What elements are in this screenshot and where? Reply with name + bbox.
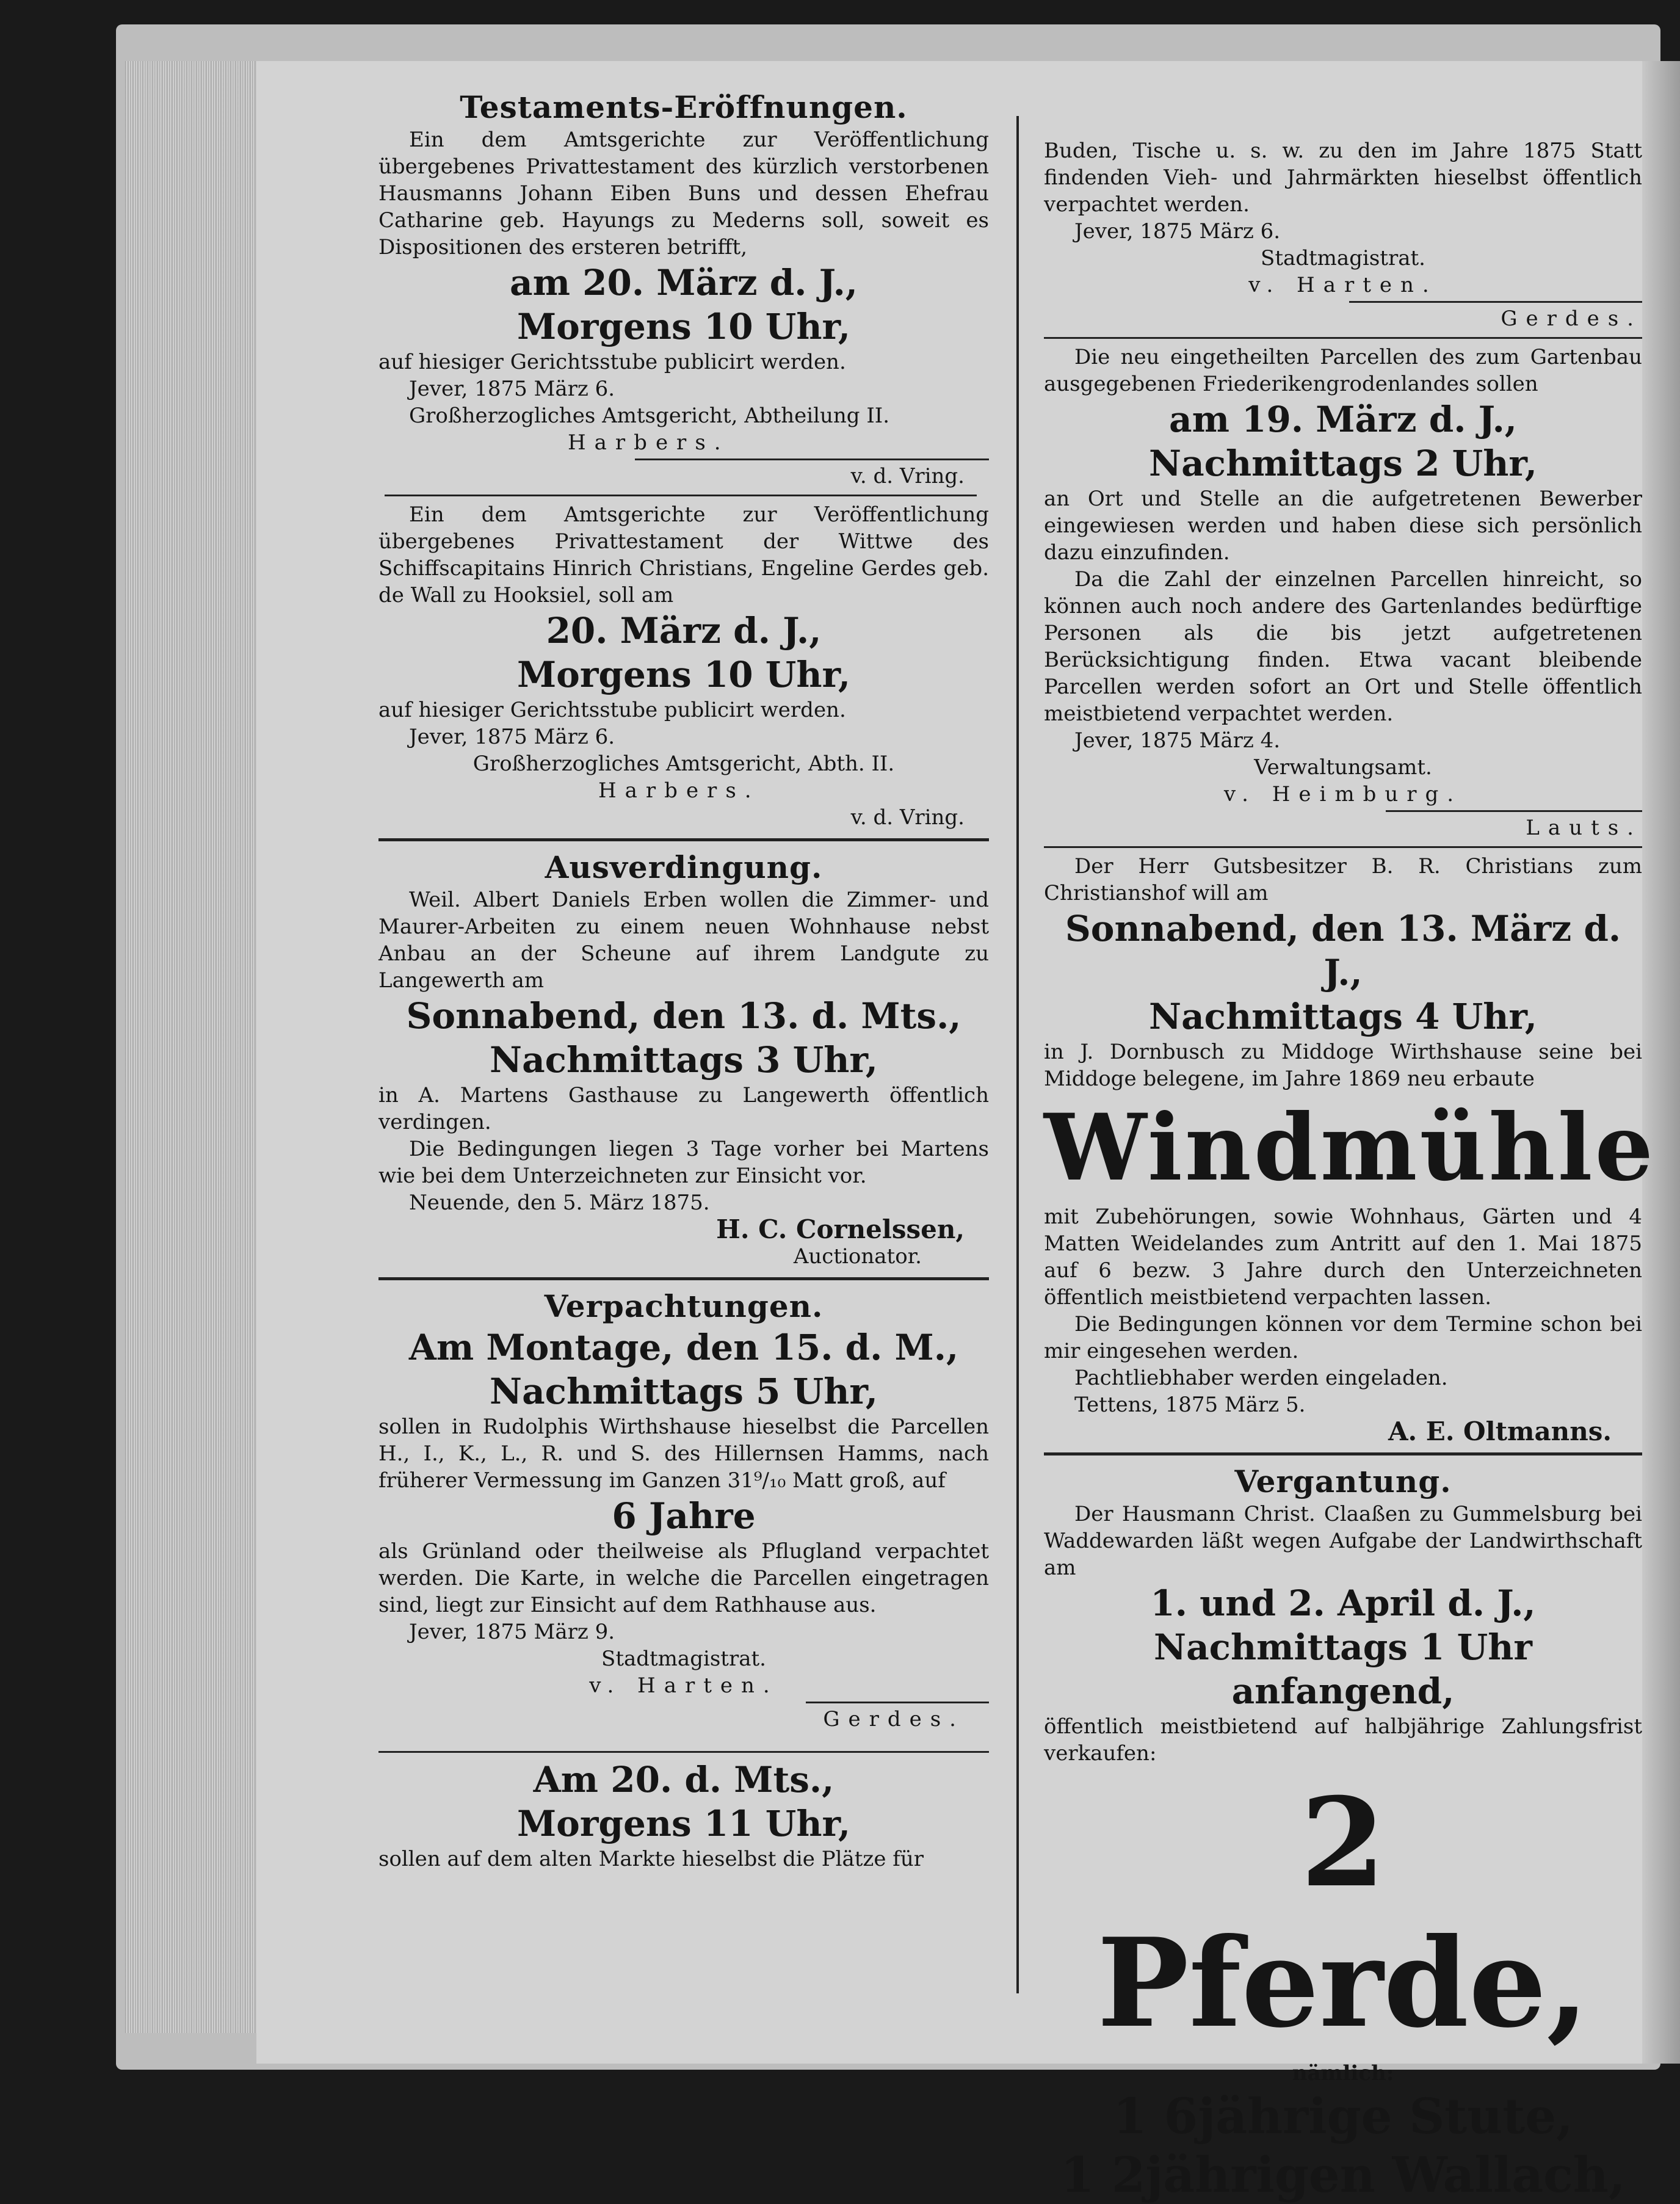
- notice-separator: [1044, 846, 1642, 848]
- verpachtungen-time: Nachmittags 5 Uhr,: [490, 1371, 878, 1412]
- garten-signature: v. Heimburg.: [1223, 782, 1463, 807]
- column-divider: [1016, 116, 1019, 1993]
- signature-rule: [1349, 301, 1642, 303]
- section-separator: [1044, 1452, 1642, 1455]
- muehle-invite: Pachtliebhaber werden eingeladen.: [1074, 1366, 1448, 1390]
- signature-rule: [635, 459, 989, 460]
- ausverdingung-signature: H. C. Cornelssen,: [716, 1214, 965, 1244]
- testament-heading: Testaments-Eröffnungen.: [460, 89, 908, 125]
- testament-2-clerk: v. d. Vring.: [850, 805, 965, 830]
- vergantung-time: Nachmittags 1 Uhr anfangend,: [1154, 1626, 1532, 1712]
- verpachtungen-text: sollen in Rudolphis Wirthshause hieselbst die Parcellen H., I., K., L., R. und S. des Hillernsen Hamms, nach früherer Vermessung im Ganzen 31⁹/₁₀ Matt groß, auf: [378, 1415, 989, 1493]
- muehle-signature: A. E. Oltmanns.: [1388, 1416, 1612, 1446]
- ausverdingung-conditions: Die Bedingungen liegen 3 Tage vorher bei Martens wie bei dem Unterzeichneten zur Einsicht vor.: [378, 1137, 989, 1188]
- ausverdingung-heading: Ausverdingung.: [545, 849, 823, 885]
- markt-clerk: Gerdes.: [1501, 306, 1642, 331]
- garten-time: Nachmittags 2 Uhr,: [1149, 443, 1537, 484]
- muehle-dateline: Tettens, 1875 März 5.: [1074, 1393, 1306, 1417]
- vergantung-horse-2: 1 2jährigen Wallach,: [1060, 2146, 1626, 2203]
- markt-continuation: Buden, Tische u. s. w. zu den im Jahre 1875 Statt findenden Vieh- und Jahrmärkten hieselbst öffentlich verpachtet werden.: [1044, 139, 1642, 217]
- markt-date: Am 20. d. Mts.,: [533, 1759, 835, 1800]
- ausverdingung-role: Auctionator.: [793, 1244, 922, 1269]
- ausverdingung-dateline: Neuende, den 5. März 1875.: [409, 1191, 710, 1215]
- markt-office: Stadtmagistrat.: [1261, 246, 1425, 270]
- signature-rule: [1386, 810, 1642, 812]
- verpachtungen-date: Am Montage, den 15. d. M.,: [408, 1327, 959, 1368]
- signature-rule: [806, 1702, 989, 1703]
- testament-2-date: 20. März d. J.,: [546, 610, 822, 651]
- muehle-text-2: in J. Dornbusch zu Middoge Wirthshause seine bei Middoge belegene, im Jahre 1869 neu erbaute: [1044, 1040, 1642, 1091]
- vergantung-text-2: öffentlich meistbietend auf halbjährige Zahlungsfrist verkaufen:: [1044, 1714, 1642, 1766]
- garten-office: Verwaltungsamt.: [1254, 755, 1432, 780]
- testament-1-date: am 20. März d. J.,: [510, 262, 858, 303]
- verpachtungen-signature: v. Harten.: [589, 1673, 778, 1698]
- testament-1-dateline: Jever, 1875 März 6.: [409, 377, 615, 401]
- vergantung-heading: Vergantung.: [1234, 1463, 1452, 1499]
- testament-2-text: Ein dem Amtsgerichte zur Veröffentlichung übergebenes Privattestament der Wittwe des Schiffscapitains Hinrich Christians, Engeline Gerdes geb. de Wall zu Hooksiel, soll am: [378, 502, 989, 607]
- testament-2-place: auf hiesiger Gerichtsstube publicirt werden.: [378, 698, 846, 722]
- testament-1-place: auf hiesiger Gerichtsstube publicirt werden.: [378, 350, 846, 374]
- vergantung-date: 1. und 2. April d. J.,: [1150, 1582, 1536, 1624]
- ausverdingung-text: Weil. Albert Daniels Erben wollen die Zimmer- und Maurer-Arbeiten zu einem neuen Wohnhause nebst Anbau an der Scheune auf ihrem Landgute zu Langewerth am: [378, 888, 989, 993]
- muehle-text-3: mit Zubehörungen, sowie Wohnhaus, Gärten und 4 Matten Weidelandes zum Antritt auf den 1. Mai 1875 auf 6 bezw. 3 Jahre durch den Unterzeichneten öffentlich meistbietend verpachten lassen.: [1044, 1205, 1642, 1310]
- testament-2-dateline: Jever, 1875 März 6.: [409, 725, 615, 749]
- garten-text-3: Da die Zahl der einzelnen Parcellen hinreicht, so können auch noch andere des Gartenlandes bedürftige Personen als die bis jetzt aufgetretenen Berücksichtigung finden. Etwa vacant bleibende Parcellen werden sofort an Ort und Stelle öffentlich meistbietend verpachtet werden.: [1044, 567, 1642, 726]
- garten-date: am 19. März d. J.,: [1169, 399, 1517, 440]
- testament-1-signature: Harbers.: [568, 430, 730, 455]
- vergantung-namely: nämlich:: [1292, 2061, 1394, 2086]
- page-edges: [125, 61, 262, 2033]
- testament-2-signature: Harbers.: [598, 778, 760, 803]
- notice-separator: [378, 1751, 989, 1753]
- vergantung-big-title: 2 Pferde,: [1097, 1771, 1589, 2055]
- garten-dateline: Jever, 1875 März 4.: [1074, 728, 1281, 753]
- right-column: [1044, 137, 1656, 2204]
- testament-1-court: Großherzogliches Amtsgericht, Abtheilung II.: [409, 404, 889, 428]
- muehle-conditions: Die Bedingungen können vor dem Termine schon bei mir eingesehen werden.: [1044, 1312, 1642, 1363]
- testament-1-text: Ein dem Amtsgerichte zur Veröffentlichung übergebenes Privattestament des kürzlich verstorbenen Hausmanns Johann Eiben Buns und dessen Ehefrau Catharine geb. Hayungs zu Mederns soll, soweit es Dispositionen des ersteren betrifft,: [378, 128, 989, 259]
- verpachtungen-heading: Verpachtungen.: [544, 1288, 824, 1324]
- markt-text: sollen auf dem alten Markte hieselbst die Plätze für: [378, 1847, 924, 1871]
- garten-clerk: Lauts.: [1526, 816, 1642, 840]
- muehle-text: Der Herr Gutsbesitzer B. R. Christians zum Christianshof will am: [1044, 854, 1642, 905]
- verpachtungen-clerk: Gerdes.: [823, 1707, 965, 1731]
- verpachtungen-office: Stadtmagistrat.: [601, 1647, 766, 1671]
- windmuehle-row: [1044, 1094, 1656, 1202]
- garten-text: Die neu eingetheilten Parcellen des zum Gartenbau ausgegebenen Friederikengrodenlandes sollen: [1044, 345, 1642, 396]
- markt-time: Morgens 11 Uhr,: [516, 1803, 851, 1844]
- notice-separator: [385, 495, 977, 496]
- verpachtungen-text-2: als Grünland oder theilweise als Pflugland verpachtet werden. Die Karte, in welche die Parcellen eingetragen sind, liegt zur Einsicht auf dem Rathhause aus.: [378, 1539, 989, 1617]
- ausverdingung-time: Nachmittags 3 Uhr,: [490, 1039, 878, 1081]
- notice-separator: [1044, 337, 1642, 339]
- verpachtungen-dateline: Jever, 1875 März 9.: [409, 1620, 615, 1644]
- verpachtungen-years: 6 Jahre: [612, 1495, 756, 1537]
- left-column: [378, 89, 989, 1872]
- markt-dateline: Jever, 1875 März 6.: [1074, 219, 1281, 244]
- muehle-date: Sonnabend, den 13. März d. J.,: [1065, 908, 1621, 993]
- markt-signature: v. Harten.: [1248, 273, 1438, 297]
- page-fold-shadow: [1642, 61, 1680, 2064]
- vergantung-horse-1: 1 6jährige Stute,: [1113, 2087, 1573, 2145]
- testament-2-court: Großherzogliches Amtsgericht, Abth. II.: [472, 752, 895, 776]
- ausverdingung-date: Sonnabend, den 13. d. Mts.,: [406, 995, 961, 1037]
- garten-text-2: an Ort und Stelle an die aufgetretenen Bewerber eingewiesen werden und haben diese sich persönlich dazu einzufinden.: [1044, 487, 1642, 565]
- testament-1-time: Morgens 10 Uhr,: [516, 306, 851, 347]
- muehle-time: Nachmittags 4 Uhr,: [1149, 996, 1537, 1037]
- testament-2-time: Morgens 10 Uhr,: [516, 654, 851, 695]
- section-separator: [378, 1277, 989, 1280]
- windmuehle-title: Windmühle: [1044, 1094, 1656, 1202]
- vergantung-text: Der Hausmann Christ. Claaßen zu Gummelsburg bei Waddewarden läßt wegen Aufgabe der Landwirthschaft am: [1044, 1502, 1642, 1580]
- testament-1-clerk: v. d. Vring.: [850, 464, 965, 488]
- section-separator: [378, 838, 989, 841]
- ausverdingung-place: in A. Martens Gasthause zu Langewerth öffentlich verdingen.: [378, 1083, 989, 1134]
